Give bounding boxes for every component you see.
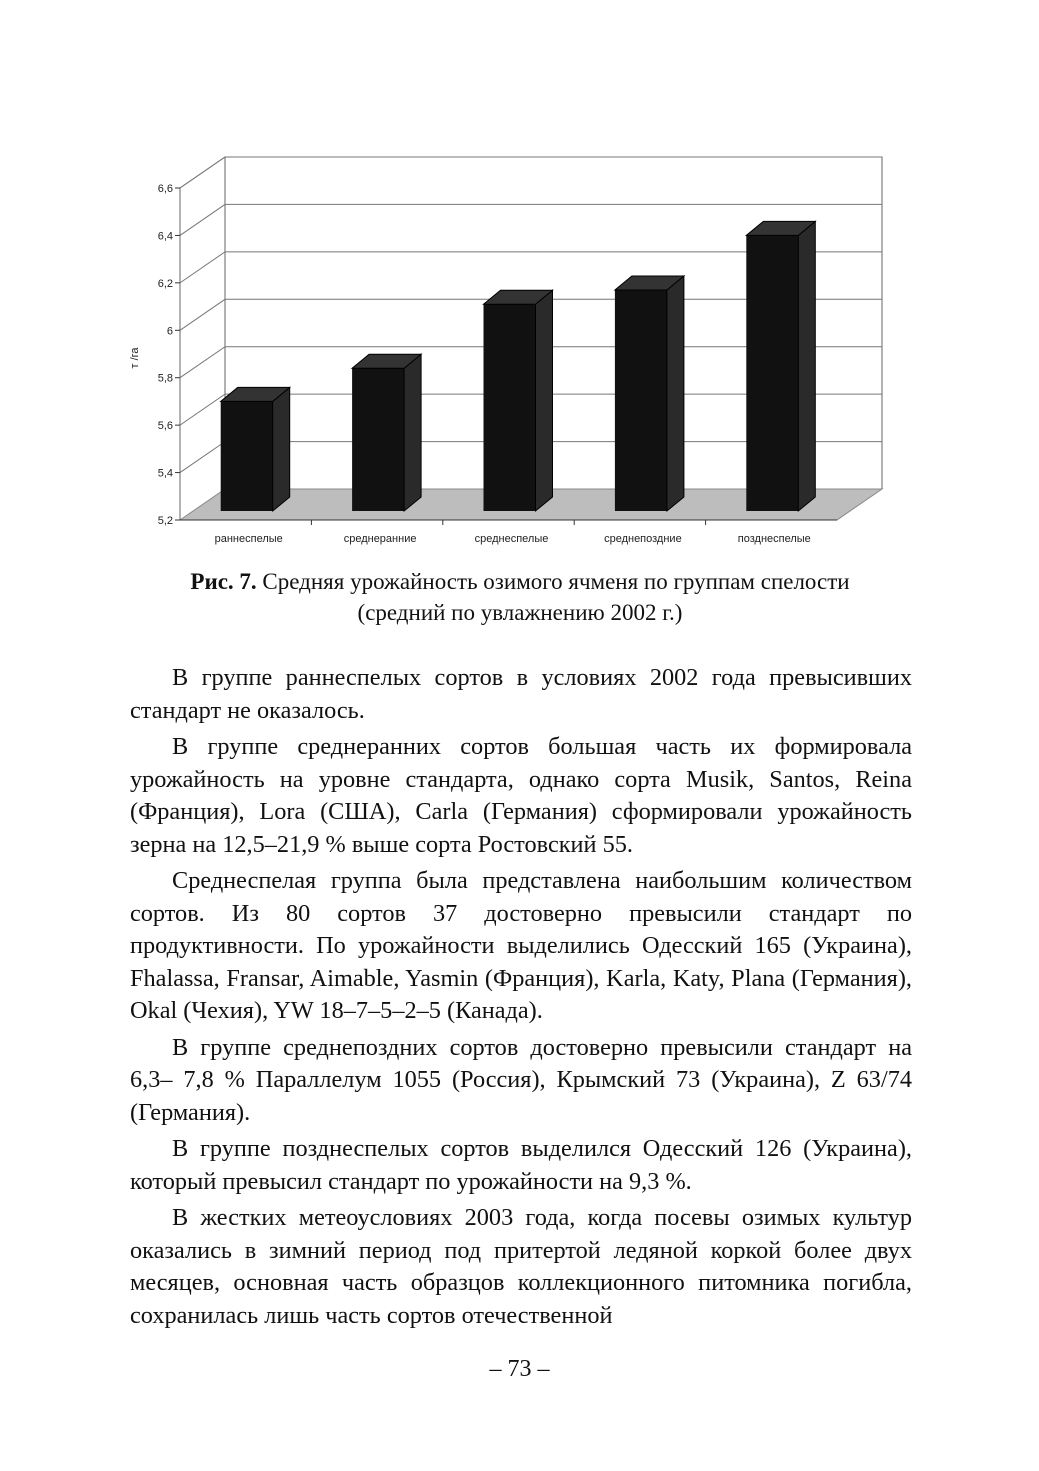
bar-side	[273, 387, 290, 511]
bar	[221, 387, 290, 511]
x-tick-label: среднеспелые	[474, 533, 549, 545]
bar	[746, 221, 815, 511]
bar-front	[746, 235, 798, 511]
paragraph-1: В группе раннеспелых сортов в условиях 2002 года превысивших стандарт не оказалось.	[130, 664, 912, 724]
chart-side-wall	[180, 157, 225, 520]
bar-side	[798, 221, 815, 511]
paragraph-3: Среднеспелая группа была представлена наибольшим количеством сортов. Из 80 сортов 37 достоверно превысили стандарт по продуктивности. По урожайности выделились Одесский 165 (Украина), Fhalassa, Fransar, Aimable, Yasmin (Франция), Karla, Katy, Plana (Германия), Okal (Чехия), YW 18–7–5–2–5 (Канада).	[130, 867, 912, 1024]
gridline	[180, 157, 882, 188]
paragraph-2: В группе среднеранних сортов большая часть их формировала урожайность на уровне стандарта, однако сорта Musik, Santos, Reina (Франция), Lora (США), Carla (Германия) сформировали урожайность зерна на 12,5–21,9 % выше сорта Ростовский 55.	[130, 733, 912, 858]
y-tick-label: 6,4	[157, 230, 173, 243]
paragraph-6: В жестких метеоусловиях 2003 года, когда посевы озимых культур оказались в зимний период под притертой ледяной коркой более двух месяцев, основная часть образцов коллекционного питомника погибла, сохранилась лишь часть сортов отечественной	[130, 1204, 912, 1329]
y-tick-label: 5,4	[157, 467, 173, 480]
y-tick-label: 6,6	[157, 183, 173, 195]
y-tick-label: 5,2	[157, 515, 173, 527]
bar-side	[536, 290, 553, 511]
figure-label: Рис. 7.	[190, 569, 257, 594]
chart-bars	[221, 221, 816, 511]
figure-caption	[130, 566, 910, 628]
bar	[615, 276, 684, 511]
bar-front	[615, 290, 667, 511]
page-number: – 73 –	[489, 1356, 550, 1382]
body-text	[130, 662, 912, 1336]
y-tick-label: 6,2	[157, 277, 173, 290]
y-tick-label: 5,8	[157, 372, 173, 385]
yield-bar-chart	[0, 0, 1039, 560]
x-tick-label: раннеспелые	[214, 533, 283, 545]
bar	[352, 354, 421, 511]
paragraph-5: В группе позднеспелых сортов выделился Одесский 126 (Украина), который превысил стандарт по урожайности на 9,3 %.	[130, 1135, 912, 1195]
x-tick-label: среднеранние	[343, 533, 417, 545]
x-tick-label: среднепоздние	[604, 533, 682, 545]
y-axis-label: т /га	[129, 347, 141, 369]
caption-line-1: Средняя урожайность озимого ячменя по группам спелости	[262, 569, 850, 594]
bar-side	[667, 276, 684, 511]
y-axis-ticks	[158, 183, 180, 527]
x-tick-label: позднеспелые	[737, 533, 811, 545]
x-axis-ticks	[215, 520, 811, 545]
y-tick-label: 6	[166, 325, 173, 338]
bar-front	[484, 304, 536, 511]
paragraph-4: В группе среднепоздних сортов достоверно превысили стандарт на 6,3– 7,8 % Параллелум 1055 (Россия), Крымский 73 (Украина), Z 63/74 (Германия).	[130, 1033, 912, 1126]
caption-line-2: (средний по увлажнению 2002 г.)	[357, 600, 683, 625]
bar-front	[352, 368, 404, 511]
bar-front	[221, 401, 273, 511]
y-tick-label: 5,6	[157, 420, 173, 433]
bar	[484, 290, 553, 511]
bar-side	[404, 354, 421, 511]
